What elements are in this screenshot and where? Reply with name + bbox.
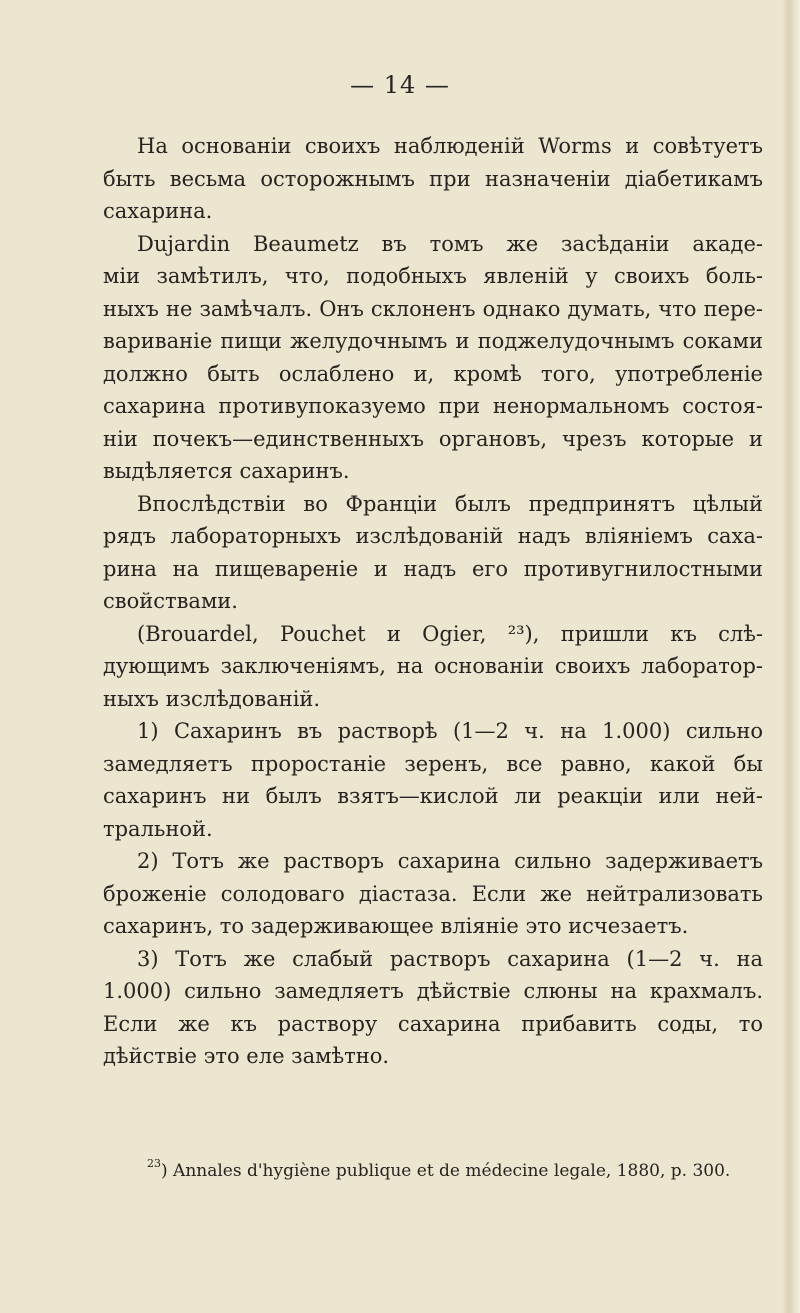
text-line: замедляетъ проростаніе зеренъ, все равно, какой бы <box>103 751 763 776</box>
text-line: міи замѣтилъ, что, подобныхъ явленій у своихъ боль- <box>103 264 763 288</box>
text-line: броженіе солодоваго діастаза. Если же нейтрализовать <box>103 881 763 906</box>
text-line: 1) Сахаринъ въ растворѣ (1—2 ч. на 1.000) сильно <box>137 719 763 743</box>
text-line: Впослѣдствіи во Франціи былъ предпринятъ цѣлый <box>137 491 763 516</box>
text-line: 2) Тотъ же растворъ сахарина сильно задерживаетъ <box>137 849 763 873</box>
text-line: сахарина. <box>103 199 213 223</box>
text-line: рядъ лабораторныхъ изслѣдованій надъ вліяніемъ саха- <box>103 524 763 548</box>
text-line: (Brouardel, Pouchet и Ogier, ²³), пришли къ слѣ- <box>137 621 763 646</box>
page-edge-shadow <box>782 0 800 1313</box>
footnote-text: ) Annales d'hygiène publique et de médecine legale, 1880, p. 300. <box>161 1161 731 1181</box>
text-line: ныхъ изслѣдованій. <box>103 686 321 711</box>
text-line: Если же къ раствору сахарина прибавить соды, то <box>103 1011 763 1036</box>
text-line: сахарина противупоказуемо при ненормальномъ состоя- <box>103 394 763 418</box>
text-line: ныхъ не замѣчалъ. Онъ склоненъ однако думать, что пере- <box>103 296 763 321</box>
text-line: свойствами. <box>103 589 238 613</box>
page-number: — 14 — <box>350 71 450 99</box>
footnote <box>147 1158 787 1184</box>
text-line: дѣйствіе это еле замѣтно. <box>103 1044 390 1068</box>
text-line: На основаніи своихъ наблюденій Worms и совѣтуетъ <box>137 134 763 158</box>
text-line: тральной. <box>103 816 213 841</box>
footnote-marker: 23 <box>147 1157 161 1170</box>
text-line: быть весьма осторожнымъ при назначеніи діабетикамъ <box>103 166 763 191</box>
text-line: выдѣляется сахаринъ. <box>103 459 350 483</box>
text-line: 3) Тотъ же слабый растворъ сахарина (1—2 ч. на <box>137 946 763 971</box>
text-line: рина на пищевареніе и надъ его противугнилостными <box>103 556 763 581</box>
text-line: ніи почекъ—единственныхъ органовъ, чрезъ которые и <box>103 426 763 451</box>
text-line: Dujardin Beaumetz въ томъ же засѣданіи акаде- <box>137 231 763 256</box>
text-line: должно быть ослаблено и, кромѣ того, употребленіе <box>103 361 763 386</box>
text-line: 1.000) сильно замедляетъ дѣйствіе слюны на крахмалъ. <box>103 979 763 1003</box>
body-text <box>103 130 763 1073</box>
text-line: дующимъ заключеніямъ, на основаніи своихъ лаборатор- <box>103 654 763 678</box>
text-line: вариваніе пищи желудочнымъ и поджелудочнымъ соками <box>103 329 763 353</box>
text-line: сахаринъ ни былъ взятъ—кислой ли реакціи или ней- <box>103 784 763 808</box>
text-line: сахаринъ, то задерживающее вліяніе это исчезаетъ. <box>103 914 689 938</box>
